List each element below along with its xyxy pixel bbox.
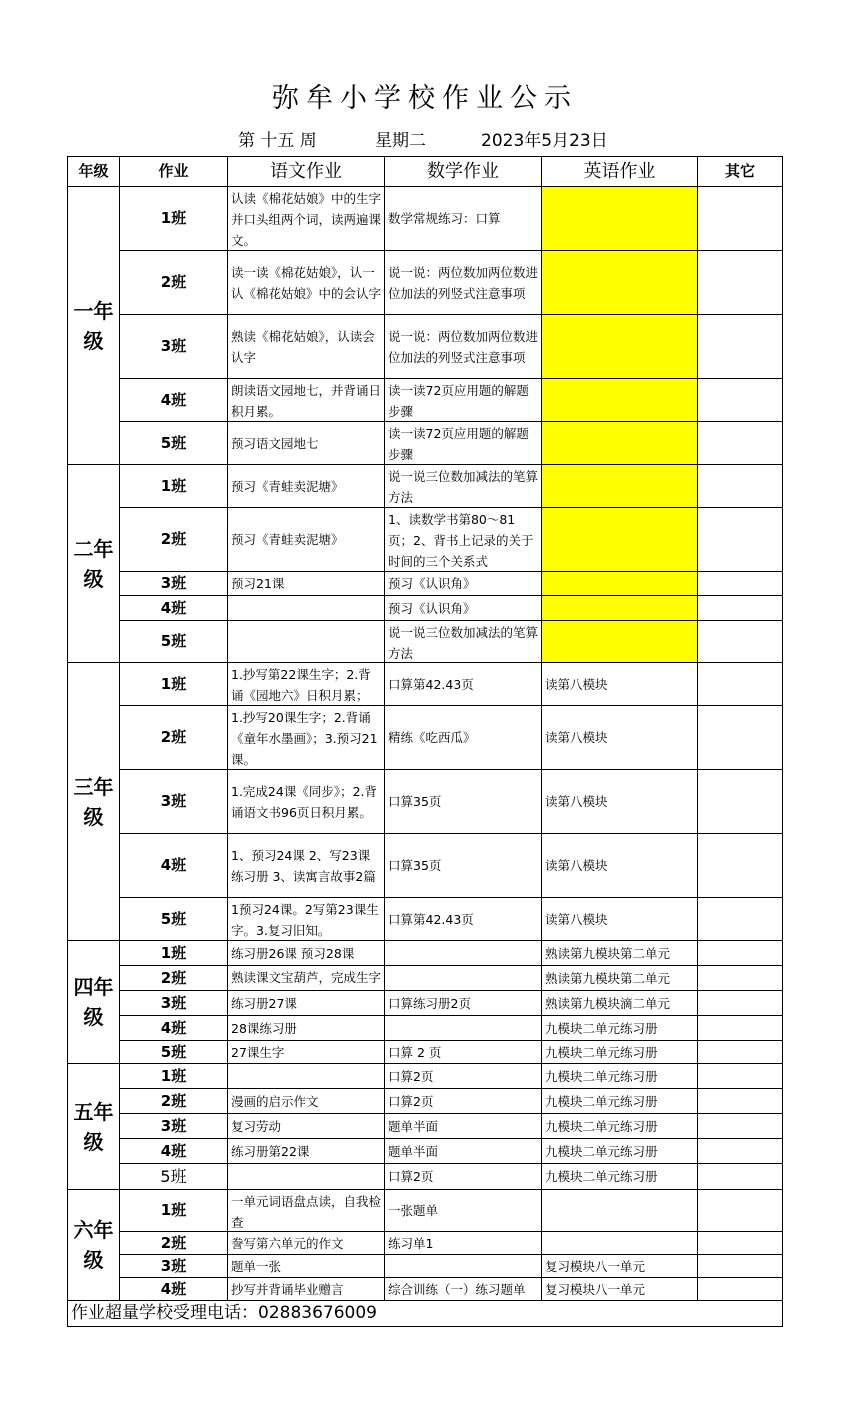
english-homework-cell [542,706,698,770]
chinese-homework-cell [228,663,385,706]
chinese-homework-cell [228,898,385,941]
english-homework-cell [542,465,698,508]
table-row [68,706,783,770]
english-homework-cell [542,596,698,621]
math-homework-cell [385,941,542,966]
table-row [68,621,783,663]
other-homework-cell [698,706,783,770]
complaint-phone: 作业超量学校受理电话：02883676009 [68,1301,783,1327]
math-homework-cell [385,1190,542,1232]
chinese-homework-cell [228,834,385,898]
math-homework-text: 1、读数学书第80～81页；2、背书上记录的关于时间的三个关系式 [388,511,534,569]
math-homework-text: 一张题单 [388,1203,439,1218]
math-homework-cell [385,1089,542,1114]
grade-label: 五年级 [68,1064,120,1190]
english-homework-cell [542,1278,698,1301]
math-homework-cell [385,596,542,621]
english-homework-text: 九模块二单元练习册 [545,1020,658,1036]
other-homework-cell [698,1041,783,1064]
table-row [68,1114,783,1139]
chinese-homework-text: 漫画的启示作文 [231,1093,319,1109]
chinese-homework-text: 复习劳动 [231,1118,282,1134]
english-homework-text: 复习模块八一单元 [545,1281,646,1297]
class-label: 1班 [120,941,228,966]
math-homework-text: 口算2页 [388,1068,434,1084]
grade-label: 三年级 [68,663,120,941]
chinese-homework-cell [228,966,385,991]
chinese-homework-text: 预习21课 [231,576,285,591]
math-homework-cell [385,1016,542,1041]
other-homework-cell [698,508,783,572]
class-label: 2班 [120,1089,228,1114]
chinese-homework-cell [228,422,385,465]
chinese-homework-cell [228,1190,385,1232]
other-homework-cell [698,898,783,941]
header-math: 数学作业 [385,157,542,187]
math-homework-cell [385,706,542,770]
header-english: 英语作业 [542,157,698,187]
math-homework-cell [385,1232,542,1255]
english-homework-text: 熟读第九模块滴二单元 [545,995,671,1011]
table-row [68,1139,783,1164]
math-homework-text: 口算2页 [388,1093,434,1109]
math-homework-text: 口算练习册2页 [388,995,471,1011]
math-homework-text: 说一说三位数加减法的笔算方法 [388,468,538,505]
chinese-homework-cell [228,1064,385,1089]
table-row [68,1016,783,1041]
other-homework-cell [698,621,783,663]
english-homework-cell [542,1041,698,1064]
english-homework-cell [542,379,698,422]
math-homework-text: 说一说：两位数加两位数进位加法的列竖式注意事项 [388,264,538,301]
english-homework-text: 九模块二单元练习册 [545,1169,658,1184]
math-homework-cell [385,187,542,251]
chinese-homework-cell [228,379,385,422]
class-label: 4班 [120,1278,228,1301]
table-row [68,770,783,834]
english-homework-text: 九模块二单元练习册 [545,1143,658,1159]
chinese-homework-text: 27课生字 [231,1044,285,1060]
english-homework-text: 九模块二单元练习册 [545,1118,658,1134]
week-label: 第 十五 周 [238,131,317,151]
english-homework-text: 熟读第九模块第二单元 [545,970,671,986]
table-row [68,1255,783,1278]
english-homework-text: 九模块二单元练习册 [545,1093,658,1109]
other-homework-cell [698,1190,783,1232]
other-homework-cell [698,663,783,706]
math-homework-cell [385,422,542,465]
english-homework-cell [542,1114,698,1139]
math-homework-text: 口算第42.43页 [388,911,474,927]
chinese-homework-cell [228,572,385,596]
chinese-homework-cell [228,251,385,315]
other-homework-cell [698,251,783,315]
table-row [68,572,783,596]
other-homework-cell [698,991,783,1016]
math-homework-cell [385,663,542,706]
chinese-homework-cell [228,991,385,1016]
other-homework-cell [698,572,783,596]
english-homework-cell [542,898,698,941]
other-homework-cell [698,379,783,422]
class-label: 3班 [120,572,228,596]
english-homework-cell [542,834,698,898]
english-homework-text: 读第八模块 [545,794,608,809]
math-homework-cell [385,991,542,1016]
class-label: 1班 [120,663,228,706]
chinese-homework-text: 题单一张 [231,1258,282,1274]
table-row [68,596,783,621]
math-homework-cell [385,251,542,315]
date-label: 2023年5月23日 [481,131,608,151]
math-homework-text: 说一说三位数加减法的笔算方法 [388,624,538,661]
math-homework-text: 口算2页 [388,1169,434,1184]
other-homework-cell [698,966,783,991]
chinese-homework-cell [228,1255,385,1278]
other-homework-cell [698,1016,783,1041]
chinese-homework-text: 练习册26课 预习28课 [231,945,355,961]
class-label: 2班 [120,966,228,991]
chinese-homework-text: 誊写第六单元的作文 [231,1235,344,1251]
chinese-homework-text: 认读《棉花姑娘》中的生字并口头组两个词，读两遍课文。 [231,190,381,248]
chinese-homework-cell [228,465,385,508]
other-homework-cell [698,315,783,379]
class-label: 5班 [120,621,228,663]
chinese-homework-text: 读一读《棉花姑娘》，认一认《棉花姑娘》中的会认字 [231,264,381,301]
table-row [68,1089,783,1114]
chinese-homework-cell [228,706,385,770]
math-homework-cell [385,1278,542,1301]
table-row [68,1064,783,1089]
math-homework-cell [385,379,542,422]
english-homework-text: 九模块二单元练习册 [545,1044,658,1060]
other-homework-cell [698,1164,783,1190]
grade-label: 一年级 [68,187,120,465]
chinese-homework-cell [228,1089,385,1114]
class-label: 4班 [120,1139,228,1164]
math-homework-cell [385,315,542,379]
english-homework-cell [542,508,698,572]
header-homework: 作业 [120,157,228,187]
math-homework-text: 读一读72页应用题的解题步骤 [388,425,529,462]
class-label: 1班 [120,1064,228,1089]
class-label: 5班 [120,1041,228,1064]
chinese-homework-text: 1预习24课。2写第23课生字。3.复习旧知。 [231,901,379,938]
grade-label: 六年级 [68,1190,120,1301]
class-label: 5班 [120,1164,228,1190]
math-homework-text: 题单半面 [388,1143,439,1159]
chinese-homework-text: 1、预习24课 2、写23课练习册 3、读寓言故事2篇 [231,847,376,884]
chinese-homework-cell [228,621,385,663]
english-homework-text: 读第八模块 [545,911,608,927]
other-homework-cell [698,465,783,508]
chinese-homework-text: 预习《青蛙卖泥塘》 [231,532,344,547]
math-homework-text: 预习《认识角》 [388,600,476,616]
class-label: 3班 [120,1114,228,1139]
chinese-homework-cell [228,770,385,834]
english-homework-cell [542,572,698,596]
chinese-homework-cell [228,1114,385,1139]
english-homework-text: 熟读第九模块第二单元 [545,945,671,961]
math-homework-cell [385,1164,542,1190]
header-grade: 年级 [68,157,120,187]
english-homework-text: 读第八模块 [545,676,608,692]
class-label: 4班 [120,834,228,898]
math-homework-text: 口算35页 [388,858,442,873]
grade-label: 四年级 [68,941,120,1064]
math-homework-text: 精练《吃西瓜》 [388,730,476,745]
chinese-homework-cell [228,1232,385,1255]
math-homework-text: 数学常规练习：口算 [388,211,501,226]
table-row [68,508,783,572]
table-row [68,834,783,898]
table-row [68,422,783,465]
chinese-homework-cell [228,508,385,572]
other-homework-cell [698,1064,783,1089]
math-homework-cell [385,770,542,834]
other-homework-cell [698,596,783,621]
class-label: 4班 [120,379,228,422]
math-homework-cell [385,1255,542,1278]
other-homework-cell [698,941,783,966]
other-homework-cell [698,187,783,251]
chinese-homework-cell [228,1139,385,1164]
english-homework-cell [542,663,698,706]
math-homework-text: 口算 2 页 [388,1044,442,1060]
english-homework-text: 九模块二单元练习册 [545,1068,658,1084]
math-homework-text: 读一读72页应用题的解题步骤 [388,382,529,419]
math-homework-text: 说一说：两位数加两位数进位加法的列竖式注意事项 [388,328,538,365]
math-homework-cell [385,508,542,572]
header-row [68,157,783,187]
grade-label: 二年级 [68,465,120,663]
class-label: 2班 [120,1232,228,1255]
math-homework-text: 口算35页 [388,794,442,809]
other-homework-cell [698,1089,783,1114]
chinese-homework-text: 抄写并背诵毕业赠言 [231,1281,344,1297]
table-row [68,379,783,422]
class-label: 1班 [120,1190,228,1232]
table-row [68,1232,783,1255]
english-homework-cell [542,1164,698,1190]
math-homework-text: 预习《认识角》 [388,576,476,591]
english-homework-cell [542,251,698,315]
english-homework-cell [542,991,698,1016]
chinese-homework-cell [228,187,385,251]
table-row [68,1190,783,1232]
table-row [68,966,783,991]
homework-table [67,156,783,1327]
english-homework-cell [542,1255,698,1278]
table-row [68,991,783,1016]
english-homework-cell [542,1190,698,1232]
math-homework-cell [385,1041,542,1064]
math-homework-cell [385,1114,542,1139]
other-homework-cell [698,1232,783,1255]
class-label: 3班 [120,315,228,379]
english-homework-cell [542,315,698,379]
class-label: 2班 [120,251,228,315]
chinese-homework-text: 熟读课文宝葫芦，完成生字 [231,969,381,985]
chinese-homework-cell [228,1016,385,1041]
chinese-homework-cell [228,315,385,379]
other-homework-cell [698,1278,783,1301]
english-homework-cell [542,1016,698,1041]
math-homework-text: 综合训练（一）练习题单 [388,1281,526,1297]
english-homework-text: 复习模块八一单元 [545,1258,646,1274]
class-label: 2班 [120,508,228,572]
math-homework-cell [385,966,542,991]
english-homework-cell [542,941,698,966]
other-homework-cell [698,834,783,898]
math-homework-cell [385,1139,542,1164]
other-homework-cell [698,770,783,834]
weekday-label: 星期二 [375,131,426,151]
class-label: 3班 [120,991,228,1016]
english-homework-cell [542,1089,698,1114]
other-homework-cell [698,1255,783,1278]
table-row [68,1041,783,1064]
chinese-homework-text: 练习册27课 [231,995,297,1011]
math-homework-cell [385,572,542,596]
table-row [68,465,783,508]
table-row [68,941,783,966]
chinese-homework-cell [228,596,385,621]
english-homework-cell [542,1232,698,1255]
math-homework-text: 练习单1 [388,1235,434,1251]
math-homework-cell [385,834,542,898]
chinese-homework-text: 朗读语文园地七，并背诵日积月累。 [231,382,381,419]
table-row [68,1164,783,1190]
class-label: 5班 [120,422,228,465]
chinese-homework-cell [228,1278,385,1301]
math-homework-text: 口算第42.43页 [388,676,474,692]
other-homework-cell [698,1139,783,1164]
class-label: 1班 [120,187,228,251]
math-homework-cell [385,1064,542,1089]
english-homework-cell [542,1064,698,1089]
other-homework-cell [698,1114,783,1139]
english-homework-cell [542,1139,698,1164]
english-homework-cell [542,187,698,251]
class-label: 2班 [120,706,228,770]
english-homework-cell [542,770,698,834]
english-homework-cell [542,966,698,991]
chinese-homework-text: 预习《青蛙卖泥塘》 [231,478,344,494]
math-homework-text: 题单半面 [388,1118,439,1134]
chinese-homework-text: 练习册第22课 [231,1143,310,1159]
header-other: 其它 [698,157,783,187]
date-line [0,126,850,150]
chinese-homework-text: 1.完成24课《同步》；2.背诵语文书96页日积月累。 [231,783,378,820]
class-label: 3班 [120,1255,228,1278]
chinese-homework-text: 一单元词语盘点读，自我检查 [231,1193,381,1230]
chinese-homework-cell [228,1164,385,1190]
other-homework-cell [698,422,783,465]
class-label: 4班 [120,596,228,621]
chinese-homework-text: 1.抄写第22课生字；2.背诵《园地六》日积月累； [231,666,371,703]
english-homework-text: 读第八模块 [545,730,608,745]
table-row [68,1278,783,1301]
chinese-homework-text: 熟读《棉花姑娘》，认读会认字 [231,328,375,365]
table-row [68,251,783,315]
table-row [68,315,783,379]
chinese-homework-text: 28课练习册 [231,1020,297,1036]
class-label: 5班 [120,898,228,941]
class-label: 1班 [120,465,228,508]
chinese-homework-text: 预习语文园地七 [231,435,319,451]
chinese-homework-cell [228,1041,385,1064]
english-homework-cell [542,621,698,663]
class-label: 4班 [120,1016,228,1041]
math-homework-cell [385,898,542,941]
english-homework-text: 读第八模块 [545,858,608,873]
class-label: 3班 [120,770,228,834]
header-chinese: 语文作业 [228,157,385,187]
table-row [68,187,783,251]
math-homework-cell [385,621,542,663]
page-title: 弥牟小学校作业公示 [272,83,578,114]
table-row [68,898,783,941]
chinese-homework-cell [228,941,385,966]
table-row [68,663,783,706]
chinese-homework-text: 1.抄写20课生字；2.背诵《童年水墨画》；3.预习21课。 [231,709,378,767]
english-homework-cell [542,422,698,465]
math-homework-cell [385,465,542,508]
